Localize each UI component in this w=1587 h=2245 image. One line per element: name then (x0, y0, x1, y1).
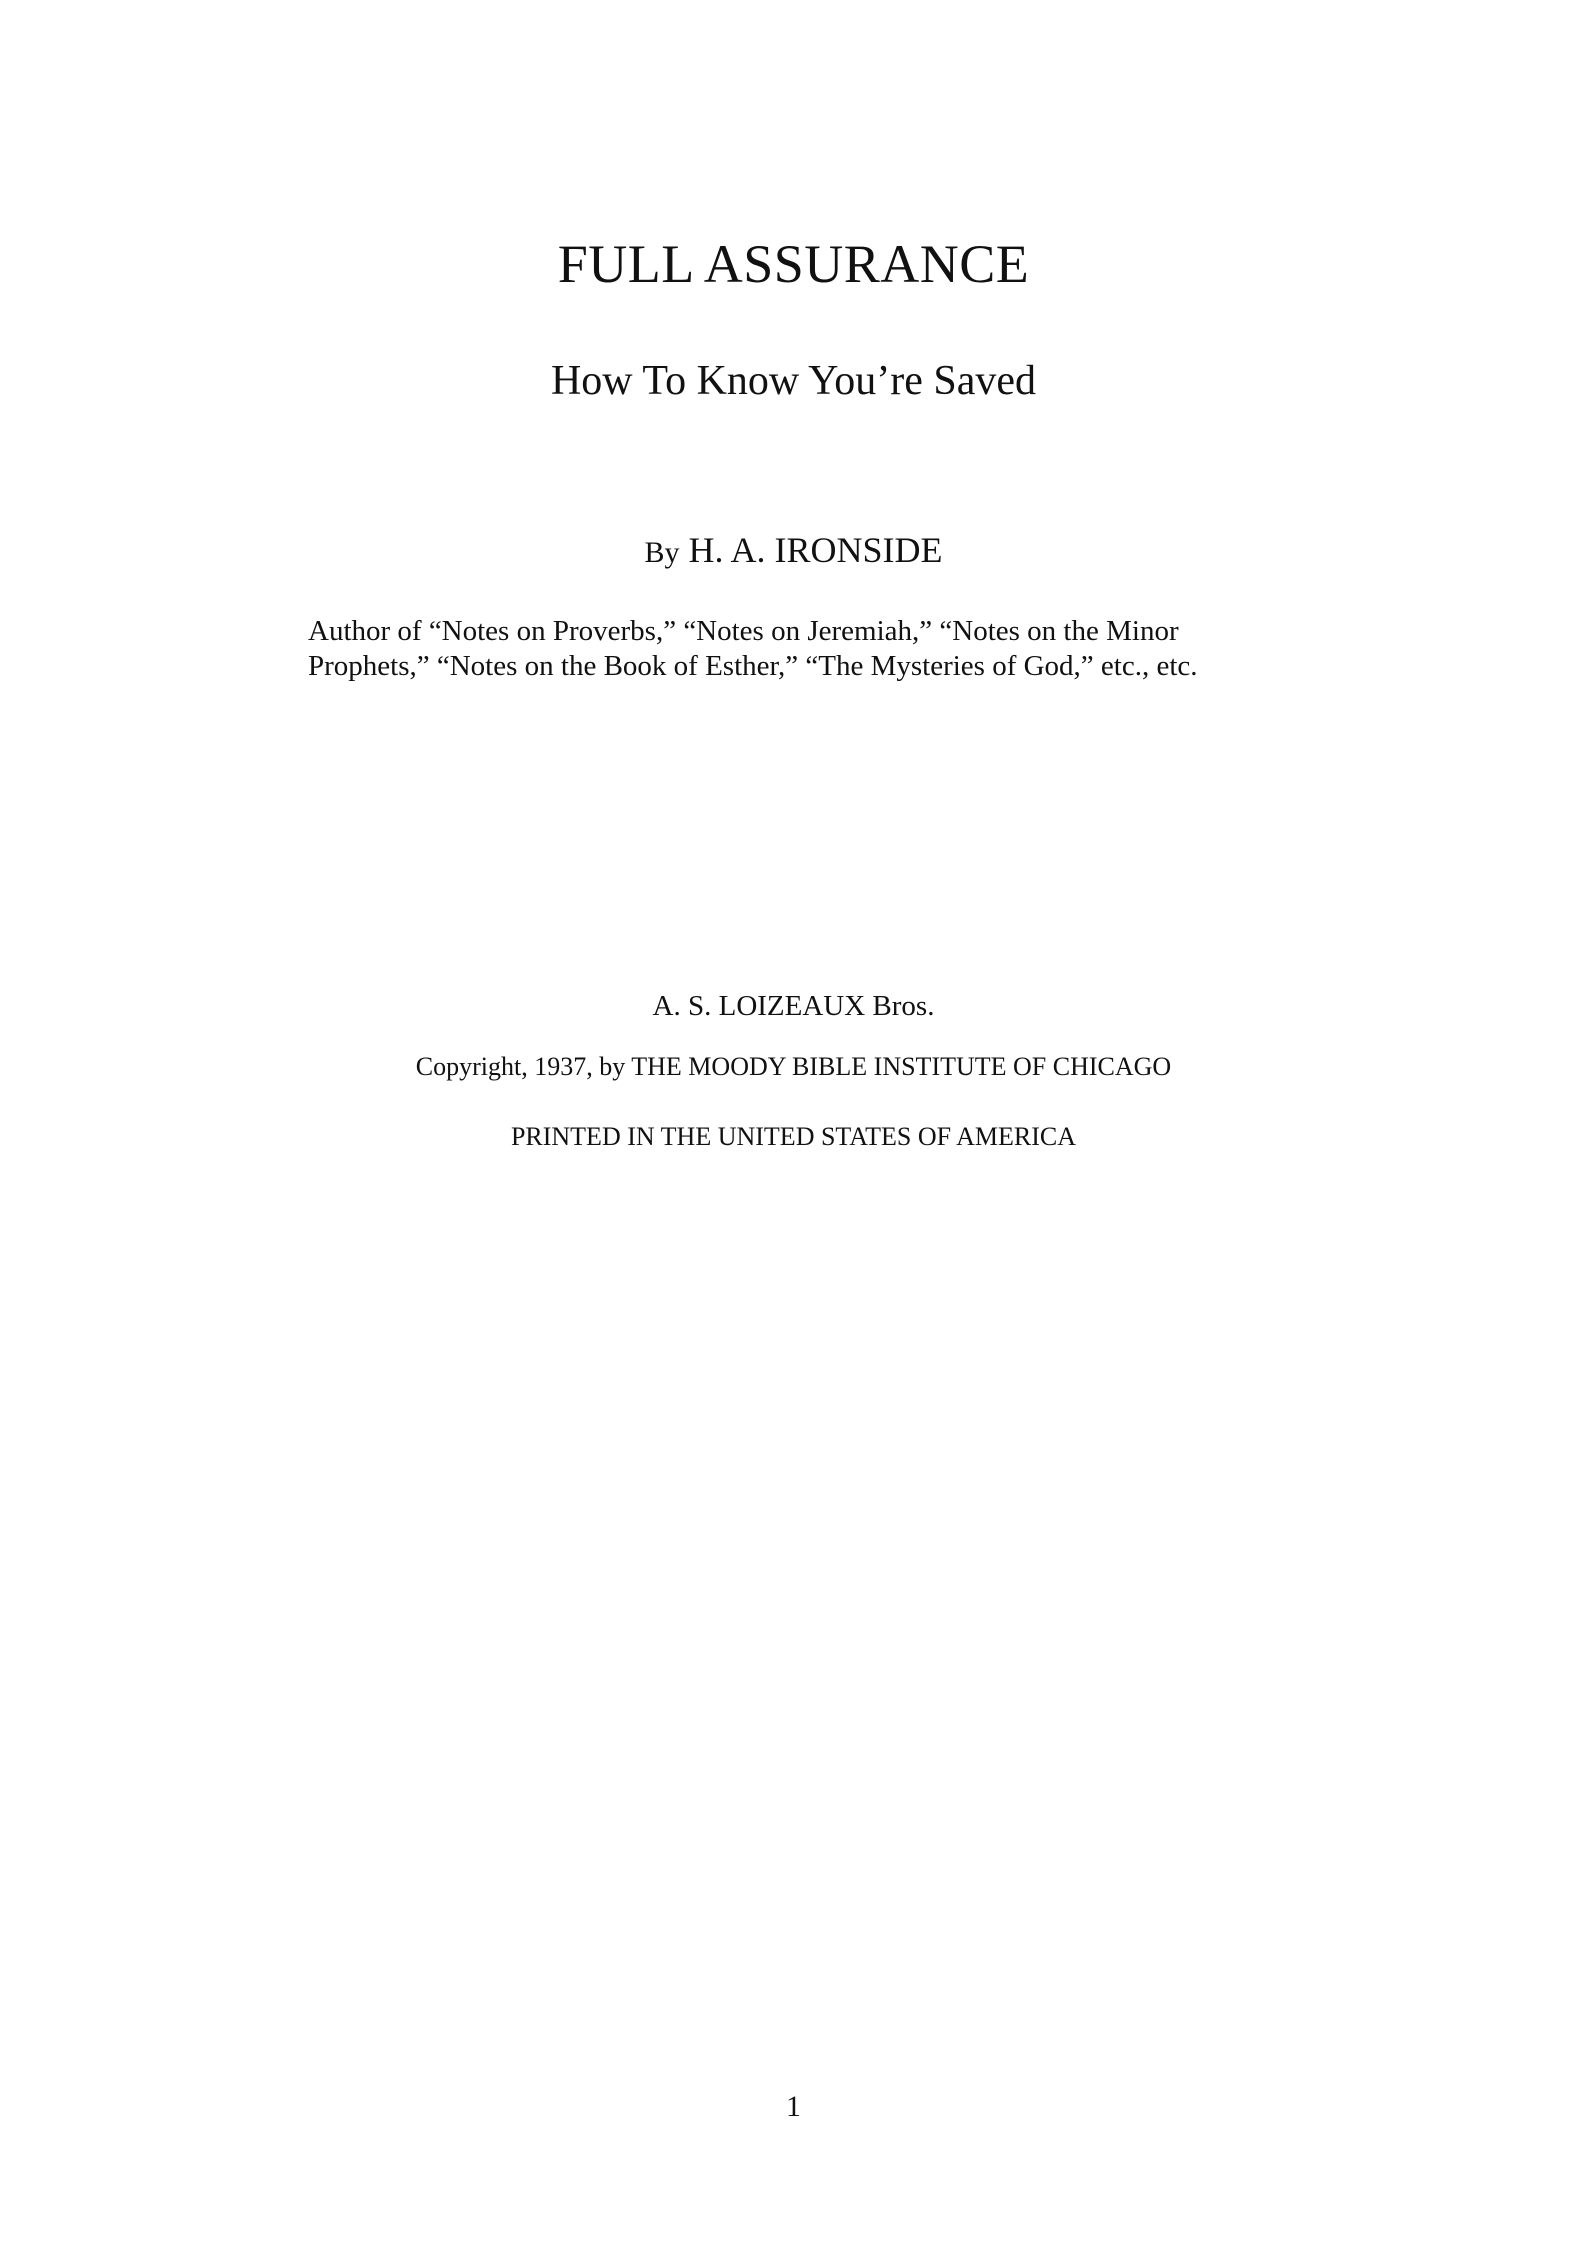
byline-prefix: By (644, 536, 680, 569)
byline (0, 527, 1587, 576)
copyright-notice: Copyright, 1937, by THE MOODY BIBLE INSTITUTE OF CHICAGO (415, 1052, 1172, 1081)
author-works-line: Author of “Notes on Proverbs,” “Notes on Jeremiah,” “Notes on the Minor (308, 615, 1179, 647)
author-works-line: Prophets,” “Notes on the Book of Esther,” “The Mysteries of God,” etc., etc. (308, 650, 1198, 682)
printed-notice: PRINTED IN THE UNITED STATES OF AMERICA (510, 1122, 1077, 1151)
book-subtitle: How To Know You’re Saved (550, 358, 1037, 404)
author-works (308, 614, 1318, 684)
author-name: H. A. IRONSIDE (688, 530, 943, 570)
page-number: 1 (786, 2090, 801, 2123)
publisher: A. S. LOIZEAUX Bros. (652, 990, 935, 1022)
book-title: FULL ASSURANCE (557, 234, 1030, 294)
